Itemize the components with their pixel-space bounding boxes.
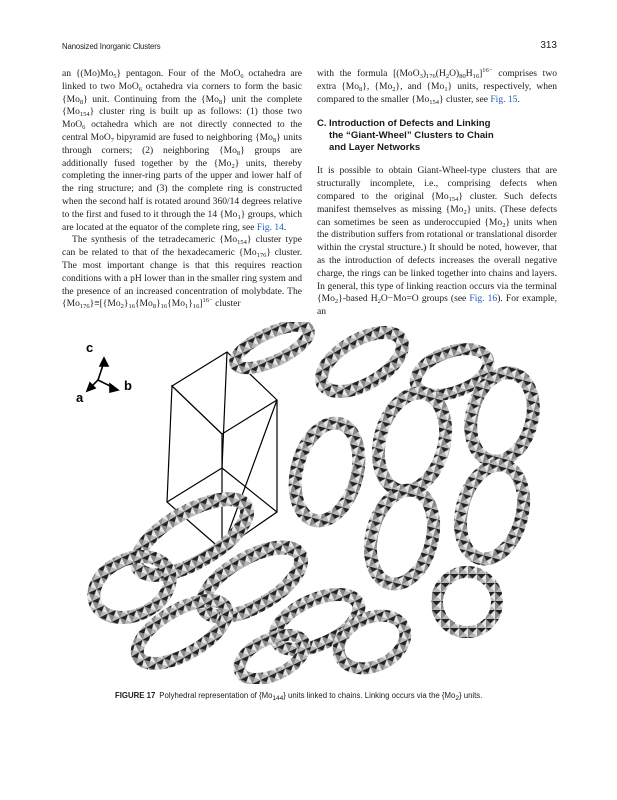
section-title-line-1: Introduction of Defects and Linking <box>329 118 491 130</box>
axis-label-a: a <box>76 390 84 405</box>
paragraph: with the formula $[(MoO_3)_{176}(H_2O)_{80}H_{16}]^{16-}$ comprises two extra $\{Mo_8\}$, $\{Mo_2\}$, and $\{Mo_1\}$ units, respectively, when compared to the smaller $\{Mo_{154}\}$ cluster, see Fig. 15. <box>317 67 558 106</box>
polyhedral-ring-chains <box>84 322 543 684</box>
section-number: C. <box>317 118 327 130</box>
axis-indicator <box>87 358 118 392</box>
figure-caption: FIGURE 17 Polyhedral representation of $\{Mo_{144}\}$ units linked to chains. Linking occurs via the $\{Mo_2\}$ units. <box>115 691 483 702</box>
axis-label-c: c <box>86 340 94 355</box>
figure-reference-link[interactable]: Fig. 14 <box>256 221 284 233</box>
polyhedral-structure-image <box>72 322 550 684</box>
running-title: Nanosized Inorganic Clusters <box>62 41 161 51</box>
axis-label-b: b <box>124 378 132 393</box>
figure-reference-link[interactable]: Fig. 15 <box>490 93 518 105</box>
caption-label: FIGURE 17 <box>115 691 156 700</box>
section-title-line-2: the “Giant-Wheel” Clusters to Chain <box>329 130 494 142</box>
left-column <box>62 68 302 311</box>
page-number: 313 <box>540 40 557 51</box>
section-title-line-3: and Layer Networks <box>329 142 421 154</box>
paragraph: It is possible to obtain Giant-Wheel-type clusters that are structurally incomplete, i.e., comprising defects when compared to the original $\{Mo_{154}\}$ cluster. Such defects manifest themselves as missing $\{Mo_2\}$ units. (These defects can sometimes be seen as underoccupied $\{Mo_2\}$ units when the distribution suffers from rotational or translational disorder within the crystal structure.) It should be noted, however, that as the introduction of defects increases the overall negative charge, the rings can be linked together into chains and layers. In general, this type of linking reaction occurs via the terminal $\{Mo_2\}$-based $H_2O-Mo=O$ groups (see Fig. 16). For example, an <box>317 165 558 318</box>
paragraph: The synthesis of the tetradecameric $\{Mo_{154}\}$ cluster type can be related to that of the hexadecameric $\{Mo_{176}\}$ cluster. The most important change is that this requires reaction conditions with a pH lower than in the smaller ring system and the presence of an increased concentration of molybdate. The $\{Mo_{176}\}\equiv[\{Mo_2\}_{16}\{Mo_8\}_{16}\{Mo_1\}_{16}]^{16-}$ cluster <box>62 234 303 311</box>
figure-reference-link[interactable]: Fig. 16 <box>469 293 498 305</box>
running-header <box>62 41 557 55</box>
right-column <box>317 68 557 319</box>
figure-17 <box>72 322 550 684</box>
section-heading <box>317 118 557 154</box>
paragraph: an $\{(Mo)Mo_5\}$ pentagon. Four of the MoO$_6$ octahedra are linked to two MoO$_6$ octahedra via corners to form the basic $\{Mo_8\}$ unit. Continuing from the $\{Mo_8\}$ unit the complete $\{Mo_{154}\}$ cluster ring is built up as follows: (1) those two MoO$_6$ octahedra which are not directly connected to the central MoO$_7$ bipyramid are fused to neighboring $\{Mo_8\}$ units through corners; (2) neighboring $\{Mo_8\}$ groups are additionally fused together by the $\{Mo_2\}$ units, thereby completing the inner-ring parts of the upper and lower half of the ring structure; and (3) the complete ring is constructed when the second half is rotated around 360/14 degrees relative to the first and fused to it through the 14 $\{Mo_1\}$ groups, which are located at the equator of the complete ring, see Fig. 14. <box>62 68 303 233</box>
